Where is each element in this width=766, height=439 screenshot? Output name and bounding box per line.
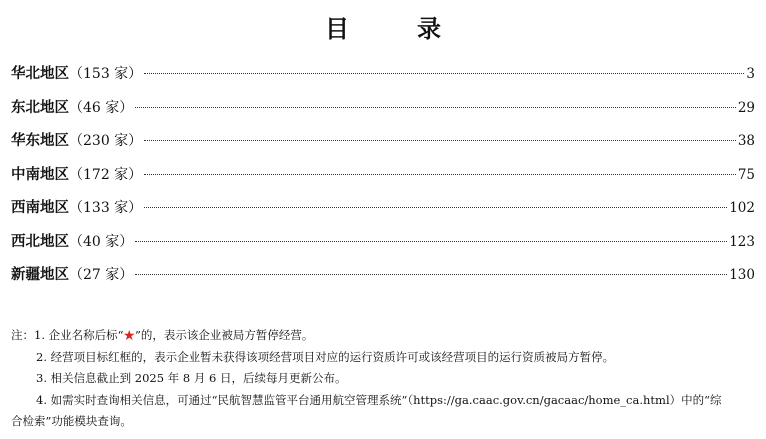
- toc-leader-dots: [135, 107, 736, 108]
- red-star-icon: ★: [123, 328, 136, 342]
- toc-entry-label: [11, 162, 142, 188]
- toc-region: 东北地区: [11, 99, 69, 116]
- note-4-continued: 合检索”功能模块查询。: [11, 414, 132, 428]
- note-4: 4. 如需实时查询相关信息，可通过“民航智慧监管平台通用航空管理系统”（https://ga.caac.gov.cn/gacaac/home_ca.html）中的“综: [36, 392, 722, 407]
- toc-entry-label: [11, 95, 133, 121]
- toc-region: 西南地区: [11, 200, 69, 216]
- toc-page-number: 102: [729, 200, 755, 216]
- toc-leader-dots: [135, 241, 727, 242]
- toc-count: （46 家）: [69, 99, 134, 116]
- toc-entry-central-south[interactable]: [11, 162, 755, 196]
- toc-leader-dots: [135, 274, 727, 275]
- table-of-contents: [11, 61, 755, 296]
- toc-entry-east-china[interactable]: [11, 128, 755, 162]
- toc-region: 西北地区: [11, 233, 69, 250]
- note-1: [11, 325, 759, 347]
- toc-entry-northeast[interactable]: [11, 95, 755, 129]
- page-title: 目 录: [325, 14, 463, 43]
- toc-entry-label: [11, 195, 142, 221]
- toc-count: （230 家）: [69, 133, 143, 149]
- toc-entry-northwest[interactable]: [11, 229, 755, 263]
- toc-count: （172 家）: [69, 166, 143, 183]
- toc-entry-label: [11, 262, 133, 288]
- toc-entry-north-china[interactable]: [11, 61, 755, 95]
- toc-entry-southwest[interactable]: [11, 195, 755, 229]
- toc-count: （153 家）: [69, 66, 143, 82]
- note-2: 2. 经营项目标红框的，表示企业暂未获得该项经营项目对应的运行资质许可或该经营项目的运行资质被局方暂停。: [36, 349, 615, 364]
- toc-count: （40 家）: [69, 233, 134, 250]
- toc-page-number: 38: [737, 133, 755, 149]
- toc-page-number: 29: [737, 99, 755, 116]
- toc-region: 中南地区: [11, 166, 69, 183]
- toc-leader-dots: [144, 207, 727, 208]
- toc-region: 华东地区: [11, 133, 69, 149]
- toc-region: 新疆地区: [11, 267, 69, 283]
- toc-entry-label: [11, 61, 142, 87]
- toc-page-number: 123: [729, 233, 755, 250]
- toc-count: （133 家）: [69, 200, 143, 216]
- toc-entry-label: [11, 128, 142, 154]
- footnotes: [11, 325, 759, 433]
- note-3: 3. 相关信息截止到 2025 年 8 月 6 日，后续每月更新公布。: [36, 371, 347, 385]
- toc-page-number: 75: [737, 166, 755, 183]
- toc-region: 华北地区: [11, 66, 69, 82]
- toc-leader-dots: [144, 73, 744, 74]
- toc-page-number: 130: [729, 267, 755, 283]
- toc-page-number: 3: [746, 66, 755, 82]
- toc-count: （27 家）: [69, 267, 134, 283]
- toc-entry-label: [11, 229, 133, 255]
- note-1-suffix: ”的，表示该企业被局方暂停经营。: [135, 328, 314, 342]
- note-1-prefix: 注：1. 企业名称后标“: [11, 328, 124, 342]
- toc-leader-dots: [144, 174, 736, 175]
- toc-entry-xinjiang[interactable]: [11, 262, 755, 296]
- toc-leader-dots: [144, 140, 736, 141]
